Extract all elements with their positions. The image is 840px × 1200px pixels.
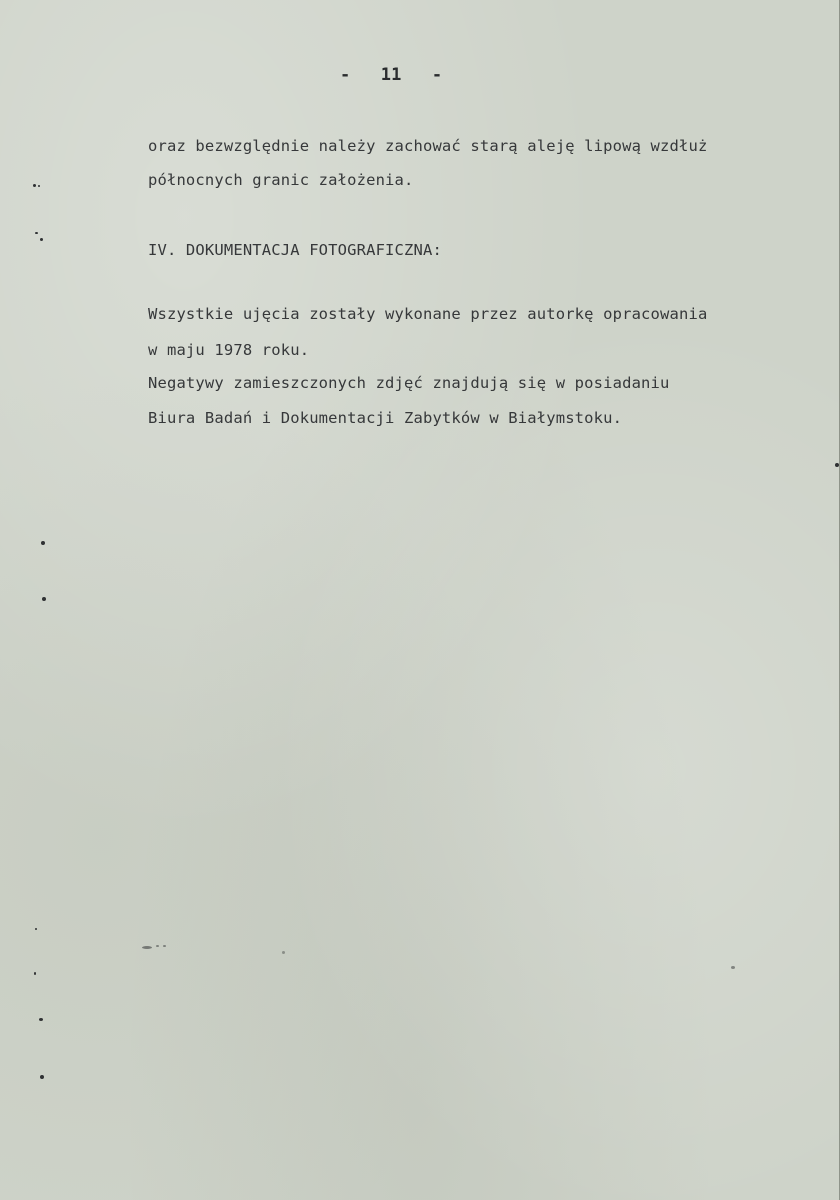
- scan-speck: [35, 928, 37, 930]
- text-line: Biura Badań i Dokumentacji Zabytków w Białymstoku.: [148, 409, 623, 427]
- scan-speck: [42, 597, 46, 601]
- scan-speck: [35, 232, 38, 234]
- scan-speck: [38, 185, 40, 187]
- section-heading: IV. DOKUMENTACJA FOTOGRAFICZNA:: [148, 241, 442, 259]
- scan-speck: [731, 966, 735, 969]
- scan-speck: [33, 184, 36, 187]
- scan-speck: [142, 946, 152, 949]
- text-line: oraz bezwzględnie należy zachować starą aleję lipową wzdłuż: [148, 137, 708, 155]
- scan-speck: [39, 1018, 43, 1021]
- scan-speck: [34, 972, 36, 975]
- page-number: - 11 -: [340, 65, 443, 85]
- text-line: Negatywy zamieszczonych zdjęć znajdują się w posiadaniu: [148, 374, 670, 392]
- scan-speck: [40, 1075, 44, 1079]
- scan-speck: [41, 541, 45, 545]
- scan-speck: [40, 238, 43, 241]
- scan-speck: [163, 945, 166, 947]
- scan-speck: [282, 951, 285, 954]
- text-line: Wszystkie ujęcia zostały wykonane przez autorkę opracowania: [148, 305, 708, 323]
- scan-speck: [156, 945, 159, 947]
- text-line: w maju 1978 roku.: [148, 341, 310, 359]
- text-line: północnych granic założenia.: [148, 171, 414, 189]
- scan-speck: [835, 463, 839, 467]
